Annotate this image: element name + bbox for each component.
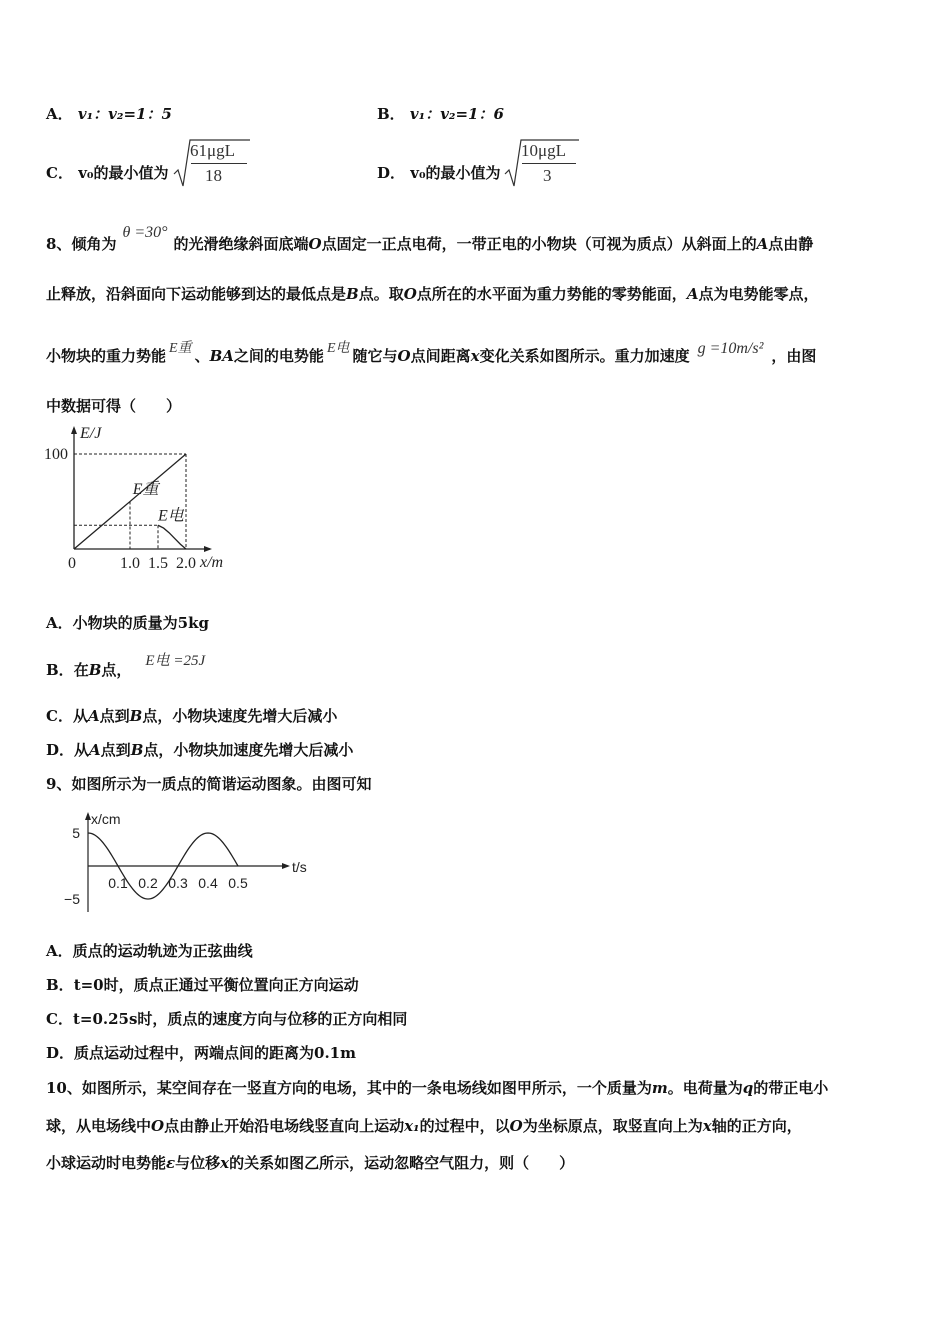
point-o: O <box>403 285 417 303</box>
stem-text: 随它与 <box>352 347 398 365</box>
question-number: 10、 <box>46 1079 82 1097</box>
stem-text: 点固定一正点电荷，一带正电的小物块（可视为质点）从斜面上的 <box>321 235 757 253</box>
option-label: A． <box>46 105 73 123</box>
option-text: 从 <box>72 707 88 725</box>
option-text: v₀的最小值为 <box>410 164 501 182</box>
option-label: D． <box>46 1044 75 1062</box>
option-label: C． <box>46 707 73 725</box>
option-label: D． <box>46 741 75 759</box>
series-e-grav <box>74 454 186 549</box>
option-label: C． <box>46 1010 73 1028</box>
stem-text: 点为电势能零点， <box>698 285 819 303</box>
series-e-elec <box>158 525 186 549</box>
stem-text: 轴的正方向， <box>711 1117 802 1135</box>
y-tick-label: 100 <box>44 446 68 463</box>
x-tick-label: 1.0 <box>120 555 140 572</box>
x-tick-label: 0.5 <box>228 875 248 891</box>
q8-option-d <box>46 739 353 760</box>
variable-epsilon: ε <box>166 1154 176 1172</box>
x-tick-label: 0.4 <box>198 875 218 891</box>
option-text: v₁：v₂=1：6 <box>409 105 504 123</box>
q8-option-a <box>46 612 209 633</box>
q7-option-b <box>377 103 504 124</box>
option-label: B． <box>46 661 74 679</box>
point-o: O <box>151 1117 165 1135</box>
stem-text: 小物块的重力势能 <box>46 347 167 365</box>
point-o: O <box>509 1117 523 1135</box>
q9-option-a <box>46 940 253 961</box>
shm-chart <box>50 808 330 918</box>
option-text: t=0时，质点正通过平衡位置向正方向运动 <box>73 976 359 994</box>
stem-text: 如图所示为一质点的简谐运动图象。由图可知 <box>71 775 372 793</box>
option-text: v₀的最小值为 <box>78 164 169 182</box>
q7-option-a <box>46 103 172 124</box>
g-formula: g =10m/s² <box>697 340 764 357</box>
y-tick-label: 5 <box>72 825 80 841</box>
q9-option-d <box>46 1042 356 1063</box>
point-a: A <box>87 707 100 725</box>
option-text: 从 <box>74 741 90 759</box>
x-axis-arrow <box>204 546 212 552</box>
question-number: 9、 <box>46 775 72 793</box>
stem-text: 球，从电场线中 <box>46 1117 152 1135</box>
denominator: 3 <box>543 166 552 185</box>
q8-line-2 <box>46 283 818 304</box>
q7-option-c-formula <box>172 136 252 188</box>
numerator: 10μgL <box>521 141 566 160</box>
q7-option-c <box>46 162 168 183</box>
option-text: t=0.25s时，质点的速度方向与位移的正方向相同 <box>72 1010 408 1028</box>
option-label: A． <box>46 614 73 632</box>
x-axis-label: x/m <box>200 554 224 571</box>
point-a: A <box>686 285 699 303</box>
option-text: 质点的运动轨迹为正弦曲线 <box>72 942 253 960</box>
y-axis-arrow <box>71 426 77 434</box>
q7-option-d-formula <box>503 136 583 188</box>
e-grav-symbol: E重 <box>169 341 192 356</box>
option-label: B． <box>46 976 74 994</box>
fraction-bar <box>191 163 247 164</box>
stem-text: 、 <box>194 347 210 365</box>
option-text: 点， <box>101 661 132 679</box>
q8-line-3 <box>46 340 817 366</box>
stem-text: 变化关系如图所示。重力加速度 <box>479 347 690 365</box>
option-text: 点，小物块加速度先增大后减小 <box>143 741 354 759</box>
e-grav-label: E重 <box>132 480 159 498</box>
x-tick-label: 1.5 <box>148 555 168 572</box>
stem-text: 的带正电小 <box>753 1079 829 1097</box>
option-text: 小物块的质量为5kg <box>72 614 209 632</box>
stem-text: 的关系如图乙所示，运动忽略空气阻力，则（ ） <box>229 1154 575 1172</box>
stem-text: 止释放，沿斜面向下运动能够到达的最低点是 <box>46 285 347 303</box>
theta-formula: θ =30° <box>122 224 168 241</box>
stem-text: ，由图 <box>771 347 817 365</box>
stem-text: 倾角为 <box>71 235 117 253</box>
x-tick-label: 0.2 <box>138 875 158 891</box>
stem-text: 如图所示，某空间存在一竖直方向的电场，其中的一条电场线如图甲所示，一个质量为 <box>81 1079 652 1097</box>
x-axis-label: t/s <box>292 859 307 875</box>
y-axis-label: E/J <box>80 425 102 442</box>
variable-m: m <box>651 1079 668 1097</box>
q8-option-b <box>46 653 206 680</box>
point-b: B <box>130 741 144 759</box>
option-label: B． <box>377 105 405 123</box>
stem-text: 的光滑绝缘斜面底端 <box>173 235 309 253</box>
y-tick-label: −5 <box>64 891 80 907</box>
stem-text: 点。取 <box>358 285 404 303</box>
point-b: B <box>88 661 102 679</box>
q10-line-2 <box>46 1115 802 1136</box>
stem-text: 的过程中，以 <box>419 1117 510 1135</box>
denominator: 18 <box>205 166 222 185</box>
stem-text: 点由静止开始沿电场线竖直向上运动 <box>164 1117 405 1135</box>
segment-ba: BA <box>209 347 234 365</box>
q9-option-b <box>46 974 359 995</box>
variable-x: x <box>702 1117 712 1135</box>
stem-text: 。电荷量为 <box>667 1079 743 1097</box>
x-tick-label: 0.3 <box>168 875 188 891</box>
point-a: A <box>89 741 101 759</box>
fraction-bar <box>522 163 576 164</box>
option-text: 点，小物块速度先增大后减小 <box>142 707 338 725</box>
stem-text: 之间的电势能 <box>233 347 324 365</box>
point-b: B <box>346 285 359 303</box>
point-o: O <box>397 347 411 365</box>
option-label: D． <box>377 164 406 182</box>
stem-text: 小球运动时电势能 <box>46 1154 167 1172</box>
point-b: B <box>129 707 143 725</box>
e-elec-formula: E电 =25J <box>145 653 206 669</box>
x-axis-arrow <box>282 863 290 869</box>
y-axis-label: x/cm <box>91 811 121 827</box>
point-o: O <box>308 235 322 253</box>
stem-text: 点间距离 <box>410 347 471 365</box>
variable-x: x <box>220 1154 230 1172</box>
variable-x: x <box>470 347 480 365</box>
variable-x1: x₁ <box>404 1117 420 1135</box>
q7-option-d <box>377 162 501 183</box>
option-text: 在 <box>73 661 89 679</box>
option-text: 点到 <box>99 707 130 725</box>
q8-line-1 <box>46 224 814 254</box>
option-text: v₁：v₂=1：5 <box>77 105 172 123</box>
stem-text: 点由静 <box>768 235 814 253</box>
variable-q: q <box>742 1079 754 1097</box>
e-elec-symbol: E电 <box>326 341 350 356</box>
e-elec-label: E电 <box>158 507 184 525</box>
numerator: 61μgL <box>190 141 235 160</box>
stem-text: 中数据可得（ ） <box>46 397 182 415</box>
option-label: C． <box>46 164 73 182</box>
option-text: 质点运动过程中，两端点间的距离为0.1m <box>74 1044 356 1062</box>
stem-text: 点所在的水平面为重力势能的零势能面， <box>416 285 687 303</box>
question-number: 8、 <box>46 235 72 253</box>
q10-line-1 <box>46 1077 828 1098</box>
option-text: 点到 <box>100 741 131 759</box>
x-tick-label: 0.1 <box>108 875 128 891</box>
stem-text: 为坐标原点，取竖直向上为 <box>522 1117 703 1135</box>
stem-text: 与位移 <box>175 1154 221 1172</box>
point-a: A <box>756 235 769 253</box>
q9-option-c <box>46 1008 407 1029</box>
option-label: A． <box>46 942 73 960</box>
x-tick-label: 2.0 <box>176 555 196 572</box>
q10-line-3 <box>46 1152 574 1173</box>
origin-label: 0 <box>68 555 76 572</box>
q9-stem <box>46 773 371 794</box>
q8-line-4 <box>46 395 181 416</box>
energy-distance-chart <box>40 422 240 577</box>
q8-option-c <box>46 705 337 726</box>
